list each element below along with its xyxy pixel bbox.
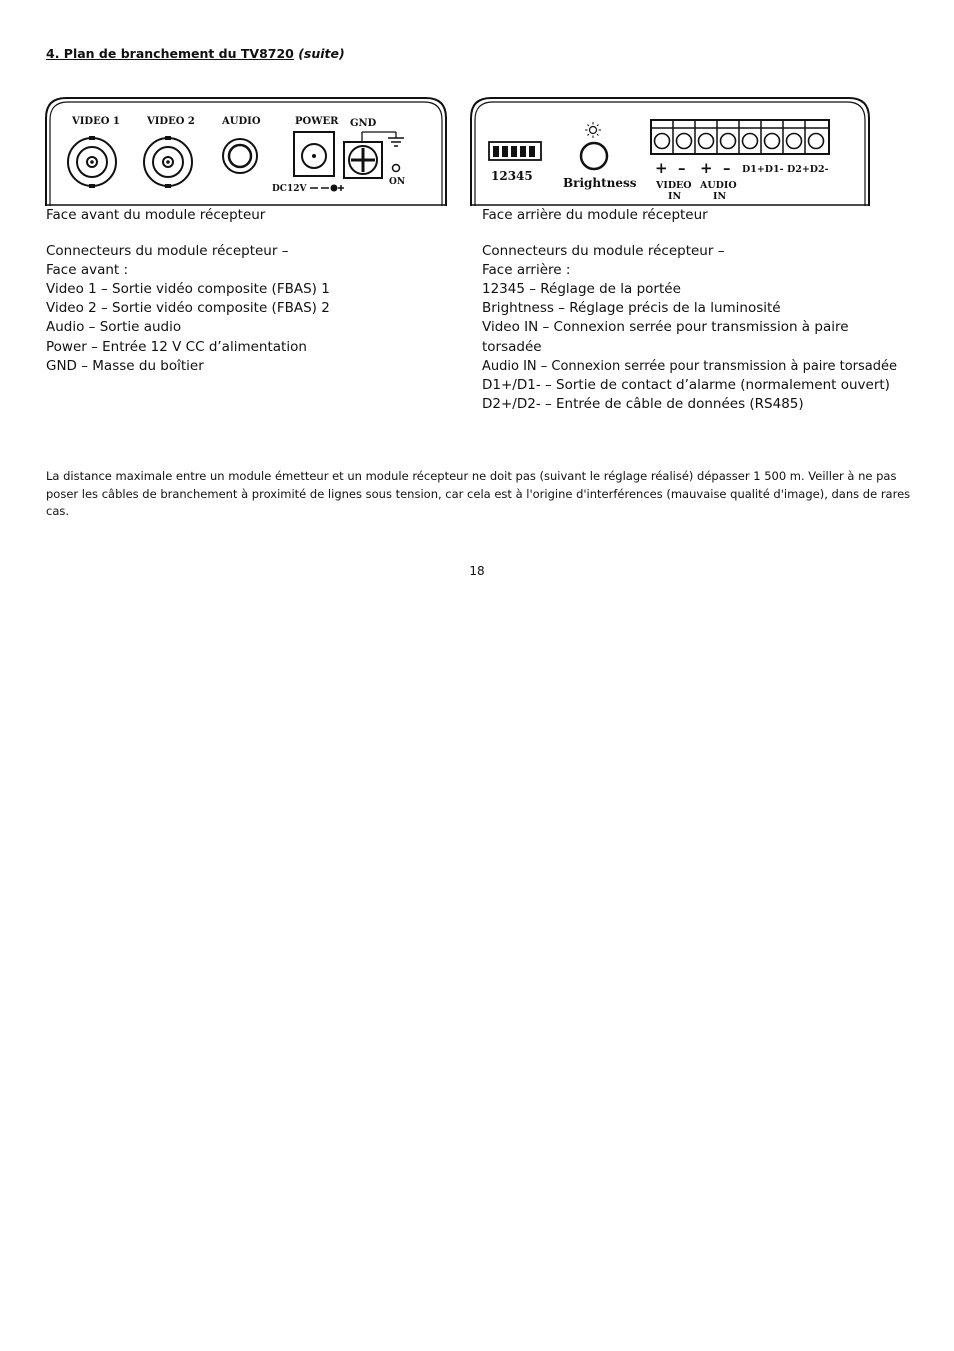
video-minus-label: – — [678, 159, 686, 177]
audio-rca-connector-icon — [223, 139, 257, 173]
dc12v-label: DC12V — [272, 184, 307, 194]
rear-section-title-line1: Connecteurs du module récepteur – — [482, 243, 725, 259]
video1-label: VIDEO 1 — [72, 116, 120, 127]
range-note: La distance maximale entre un module émetteur et un module récepteur ne doit pas (suivant le réglage réalisé) dépasser 1 500 m. Veiller à ne pas poser les câbles de branchement à proximité de lignes sous tension, car cela est à l'origine d'interférences (mauvaise qualité d'image), dans de rares cas. — [46, 469, 911, 518]
power-label: POWER — [295, 116, 339, 127]
video-in-label-2: IN — [668, 191, 682, 202]
video2-label: VIDEO 2 — [147, 116, 195, 127]
page-heading — [46, 46, 345, 61]
video-in-label-1: VIDEO — [656, 180, 692, 191]
heading-main: 4. Plan de branchement du TV8720 — [46, 46, 294, 61]
list-item: Video 2 – Sortie vidéo composite (FBAS) 2 — [46, 300, 330, 317]
power-jack-icon — [294, 132, 334, 176]
rear-connectors-section — [482, 242, 922, 414]
list-item: D1+/D1- – Sortie de contact d’alarme (normalement ouvert) — [482, 377, 890, 394]
front-section-title-line2: Face avant : — [46, 262, 129, 278]
front-section-title-line1: Connecteurs du module récepteur – — [46, 243, 289, 259]
rear-panel-caption: Face arrière du module récepteur — [482, 207, 708, 223]
d1-label: D1+D1- — [742, 164, 784, 175]
rear-section-title-line2: Face arrière : — [482, 262, 571, 278]
audio-minus-label: – — [723, 159, 731, 177]
on-label: ON — [389, 177, 406, 187]
audio-plus-label: + — [700, 159, 713, 177]
audio-label: AUDIO — [222, 116, 261, 127]
polarity-symbol-icon — [310, 185, 344, 192]
on-led-icon — [393, 165, 400, 172]
list-item: Audio IN – Connexion serrée pour transmission à paire torsadée — [482, 358, 897, 374]
front-connectors-section — [46, 242, 456, 376]
list-item: Audio – Sortie audio — [46, 319, 182, 336]
front-panel-diagram — [44, 96, 448, 208]
heading-suffix: (suite) — [298, 46, 345, 61]
front-panel-caption: Face avant du module récepteur — [46, 207, 266, 223]
rear-connector-list — [482, 280, 922, 414]
video2-bnc-connector-icon — [144, 136, 192, 188]
list-item: Video IN – Connexion serrée pour transmission à paire torsadée — [482, 319, 849, 355]
page-number: 18 — [469, 564, 485, 578]
list-item: GND – Masse du boîtier — [46, 357, 204, 374]
list-item: Power – Entrée 12 V CC d’alimentation — [46, 338, 307, 355]
video1-bnc-connector-icon — [68, 136, 116, 188]
audio-in-label-2: IN — [713, 191, 727, 202]
front-connector-list — [46, 280, 456, 376]
sun-icon — [585, 122, 601, 138]
dip-label: 12345 — [491, 169, 533, 183]
list-item: 12345 – Réglage de la portée — [482, 281, 681, 297]
d2-label: D2+D2- — [787, 164, 829, 175]
dip-switch-icon — [489, 142, 541, 160]
brightness-label: Brightness — [563, 176, 637, 190]
list-item: Video 1 – Sortie vidéo composite (FBAS) 1 — [46, 281, 330, 297]
gnd-label: GND — [350, 118, 377, 129]
list-item: Brightness – Réglage précis de la luminosité — [482, 300, 781, 317]
terminal-block-icon — [651, 120, 829, 154]
video-plus-label: + — [655, 159, 668, 177]
list-item: D2+/D2- – Entrée de câble de données (RS485) — [482, 396, 804, 413]
gnd-screw-terminal-icon — [344, 142, 382, 178]
brightness-knob-icon — [581, 143, 607, 169]
rear-panel-diagram — [469, 96, 871, 208]
audio-in-label-1: AUDIO — [700, 180, 737, 191]
